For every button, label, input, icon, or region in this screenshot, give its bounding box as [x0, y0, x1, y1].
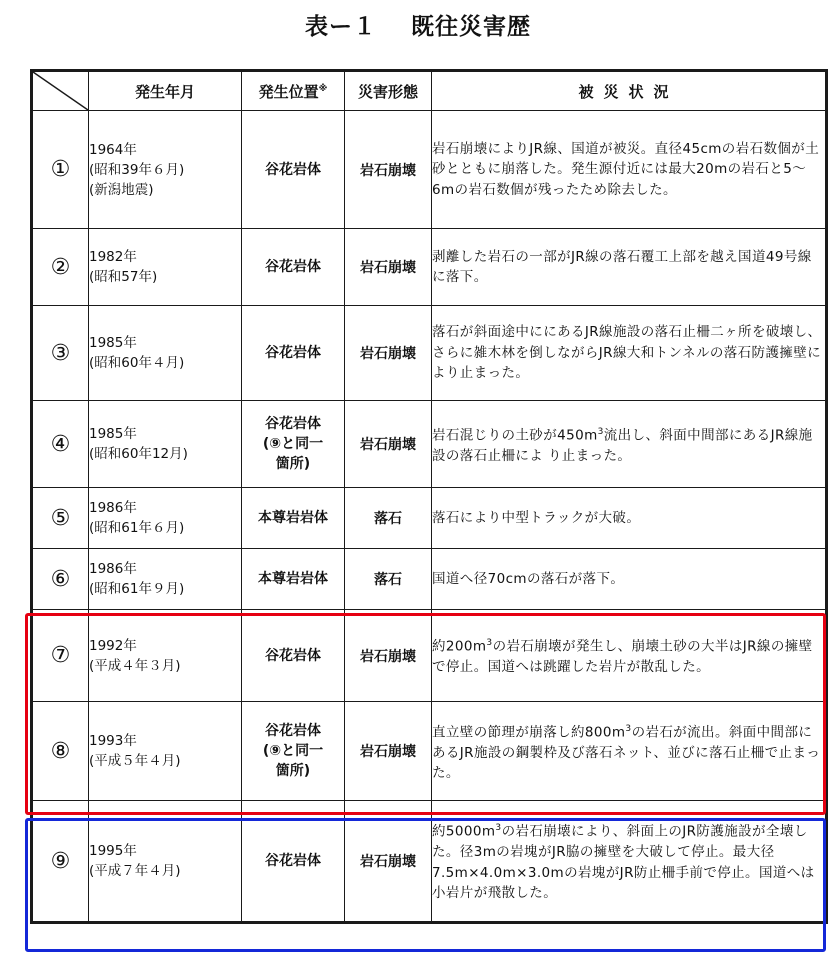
table-row [32, 306, 827, 401]
row-number: ③ [32, 306, 89, 401]
row-number: ⑧ [32, 702, 89, 801]
row-description: 国道へ径70cmの落石が落下。 [432, 549, 827, 610]
header-condition: 被災状況 [432, 71, 827, 111]
table-row [32, 401, 827, 488]
row-date: 1986年 (昭和61年６月) [89, 488, 242, 549]
row-date: 1985年 (昭和60年４月) [89, 306, 242, 401]
row-number: ② [32, 229, 89, 306]
row-location: 谷花岩体 [242, 306, 345, 401]
row-location: 谷花岩体 [242, 610, 345, 702]
row-location: 谷花岩体 [242, 229, 345, 306]
row-date: 1993年 (平成５年４月) [89, 702, 242, 801]
row-description: 約$5000m^3$の岩石崩壊により、斜面上のJR防護施設が全壊した。径3mの岩塊がJR脇の擁壁を大破して停止。最大径7.5m×4.0m×3.0mの岩塊がJR防止柵手前で停止。国道へは小岩片が飛散した。 [432, 801, 827, 923]
table-row [32, 801, 827, 923]
row-type: 岩石崩壊 [345, 610, 432, 702]
row-type: 落石 [345, 549, 432, 610]
row-type: 岩石崩壊 [345, 801, 432, 923]
row-location: 谷花岩体 [242, 111, 345, 229]
header-type: 災害形態 [345, 71, 432, 111]
table-row [32, 229, 827, 306]
row-description: 落石が斜面途中ににあるJR線施設の落石止柵二ヶ所を破壊し、さらに雑木林を倒しながらJR線大和トンネルの落石防護擁壁により止まった。 [432, 306, 827, 401]
disaster-history-table [30, 69, 828, 924]
row-date: 1986年 (昭和61年９月) [89, 549, 242, 610]
row-type: 岩石崩壊 [345, 306, 432, 401]
row-date: 1992年 (平成４年３月) [89, 610, 242, 702]
header-date: 発生年月 [89, 71, 242, 111]
row-date: 1985年 (昭和60年12月) [89, 401, 242, 488]
row-description: 剥離した岩石の一部がJR線の落石覆工上部を越え国道49号線に落下。 [432, 229, 827, 306]
row-location: 本尊岩岩体 [242, 549, 345, 610]
header-row [32, 71, 827, 111]
row-location: 谷花岩体 [242, 801, 345, 923]
corner-diagonal-cell [32, 71, 89, 111]
row-location: 谷花岩体 (⑨と同一 箇所) [242, 401, 345, 488]
row-type: 岩石崩壊 [345, 229, 432, 306]
row-number: ⑨ [32, 801, 89, 923]
table-title-number: 表ー１ [305, 14, 377, 40]
row-description: 約$200m^3$の岩石崩壊が発生し、崩壊土砂の大半はJR線の擁壁で停止。国道へは跳躍した岩片が散乱した。 [432, 610, 827, 702]
row-type: 落石 [345, 488, 432, 549]
row-number: ⑦ [32, 610, 89, 702]
row-description: 岩石崩壊によりJR線、国道が被災。直径45cmの岩石数個が土砂とともに崩落した。発生源付近には最大20mの岩石と5〜6mの岩石数個が残ったため除去した。 [432, 111, 827, 229]
row-description: 直立壁の節理が崩落し約$800m^3$の岩石が流出。斜面中間部にあるJR施設の鋼製枠及び落石ネット、並びに落石止柵で止まった。 [432, 702, 827, 801]
row-type: 岩石崩壊 [345, 702, 432, 801]
row-description: 岩石混じりの土砂が$450m^3$流出し、斜面中間部にあるJR線施設の落石止柵によ り止まった。 [432, 401, 827, 488]
row-type: 岩石崩壊 [345, 401, 432, 488]
row-type: 岩石崩壊 [345, 111, 432, 229]
row-number: ① [32, 111, 89, 229]
row-location: 本尊岩岩体 [242, 488, 345, 549]
header-location-mark: ※ [318, 83, 328, 94]
row-number: ⑥ [32, 549, 89, 610]
row-date: 1964年 (昭和39年６月) (新潟地震) [89, 111, 242, 229]
row-date: 1982年 (昭和57年) [89, 229, 242, 306]
table-title [0, 8, 836, 41]
table-row [32, 610, 827, 702]
table-row [32, 111, 827, 229]
row-location: 谷花岩体 (⑨と同一 箇所) [242, 702, 345, 801]
row-number: ④ [32, 401, 89, 488]
table-title-text: 既往災害歴 [411, 14, 531, 40]
row-date: 1995年 (平成７年４月) [89, 801, 242, 923]
table-row [32, 549, 827, 610]
row-number: ⑤ [32, 488, 89, 549]
table-row [32, 702, 827, 801]
table-row [32, 488, 827, 549]
header-location: 発生位置※ [242, 71, 345, 111]
row-description: 落石により中型トラックが大破。 [432, 488, 827, 549]
